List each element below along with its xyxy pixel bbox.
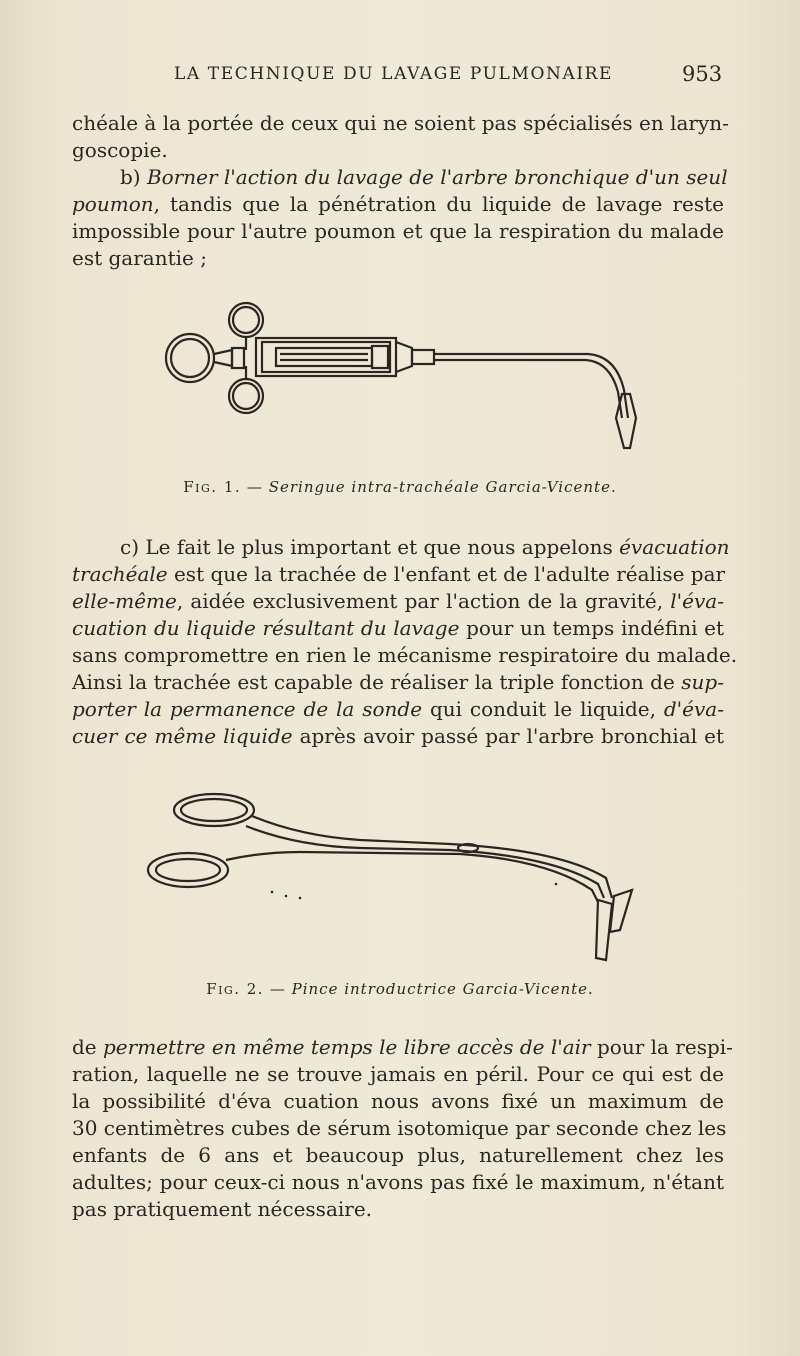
text-line: impossible pour l'autre poumon et que la respiration du malade (72, 219, 724, 243)
figure-caption (0, 478, 800, 496)
syringe-illustration (0, 290, 800, 460)
page-header (0, 62, 800, 92)
caption-dash: — (264, 980, 292, 998)
text-line (72, 561, 724, 588)
text-span: de (72, 1035, 103, 1059)
text-line (72, 588, 724, 615)
text-span: , tandis que la pénétration du liquide de lavage reste (153, 192, 724, 216)
text-line: 30 centimètres cubes de sérum isotomique par seconde chez les (72, 1116, 727, 1140)
text-line: goscopie. (72, 138, 168, 162)
italic-text: permettre en même temps le libre accès de l'air (103, 1035, 591, 1059)
text-line: chéale à la portée de ceux qui ne soient pas spécialisés en laryn- (72, 111, 729, 135)
caption-dash: — (241, 478, 269, 496)
paragraph-c (72, 534, 738, 750)
italic-text: cuer ce même liquide (72, 724, 293, 748)
text-line: est garantie ; (72, 246, 207, 270)
figure-syringe (0, 290, 800, 500)
italic-text: poumon (72, 192, 154, 216)
text-line: la possibilité d'éva cuation nous avons fixé un maximum de (72, 1089, 724, 1113)
text-line: ration, laquelle ne se trouve jamais en péril. Pour ce qui est de (72, 1062, 724, 1086)
text-line (72, 669, 724, 696)
figure-label: Fig. 2. (206, 980, 265, 998)
text-line (72, 723, 724, 750)
text-line (72, 534, 730, 561)
text-span: Ainsi la trachée est capable de réaliser la triple fonction de (72, 670, 682, 694)
italic-text: cuation du liquide résultant du lavage (72, 616, 460, 640)
running-title: LA TECHNIQUE DU LAVAGE PULMONAIRE (174, 64, 614, 84)
paragraph-b (72, 164, 728, 272)
text-line: enfants de 6 ans et beaucoup plus, naturellement chez les (72, 1143, 724, 1167)
text-line: pas pratiquement nécessaire. (72, 1197, 373, 1221)
text-line: adultes; pour ceux-ci nous n'avons pas fixé le maximum, n'étant (72, 1170, 724, 1194)
paragraph-continuation-2 (72, 1034, 733, 1223)
text-span: , aidée exclusivement par l'action de la gravité, (176, 589, 671, 613)
forceps-illustration (0, 780, 800, 970)
italic-text: porter la permanence de la sonde (72, 697, 423, 721)
text-span: est que la trachée de l'enfant et de l'adulte réalise par (167, 562, 726, 586)
figure-label: Fig. 1. (183, 478, 242, 496)
italic-text: Borner l'action du lavage de l'arbre bronchique d'un seul (146, 165, 728, 189)
text-span: qui conduit le liquide, (422, 697, 664, 721)
italic-text: trachéale (72, 562, 168, 586)
paragraph-continuation (72, 110, 729, 164)
list-marker: b) (120, 165, 147, 189)
page-number: 953 (682, 62, 723, 86)
text-line: sans compromettre en rien le mécanisme respiratoire du malade. (72, 643, 738, 667)
text-line (72, 696, 724, 723)
italic-text: d'éva- (663, 697, 724, 721)
italic-text: sup- (681, 670, 724, 694)
figure-forceps (0, 780, 800, 1010)
figure-caption (0, 980, 800, 998)
text-span: après avoir passé par l'arbre bronchial et (292, 724, 725, 748)
text-line (72, 164, 728, 191)
italic-text: l'éva- (670, 589, 724, 613)
figure-title: Pince introductrice Garcia-Vicente. (291, 980, 594, 998)
italic-text: elle-même (72, 589, 177, 613)
text-line (72, 615, 724, 642)
italic-text: évacuation (619, 535, 730, 559)
text-span: pour la respi- (590, 1035, 733, 1059)
text-span: c) Le fait le plus important et que nous appelons (120, 535, 620, 559)
figure-title: Seringue intra-trachéale Garcia-Vicente. (268, 478, 617, 496)
text-line (72, 1034, 733, 1061)
text-span: pour un temps indéfini et (459, 616, 724, 640)
text-line (72, 191, 724, 218)
